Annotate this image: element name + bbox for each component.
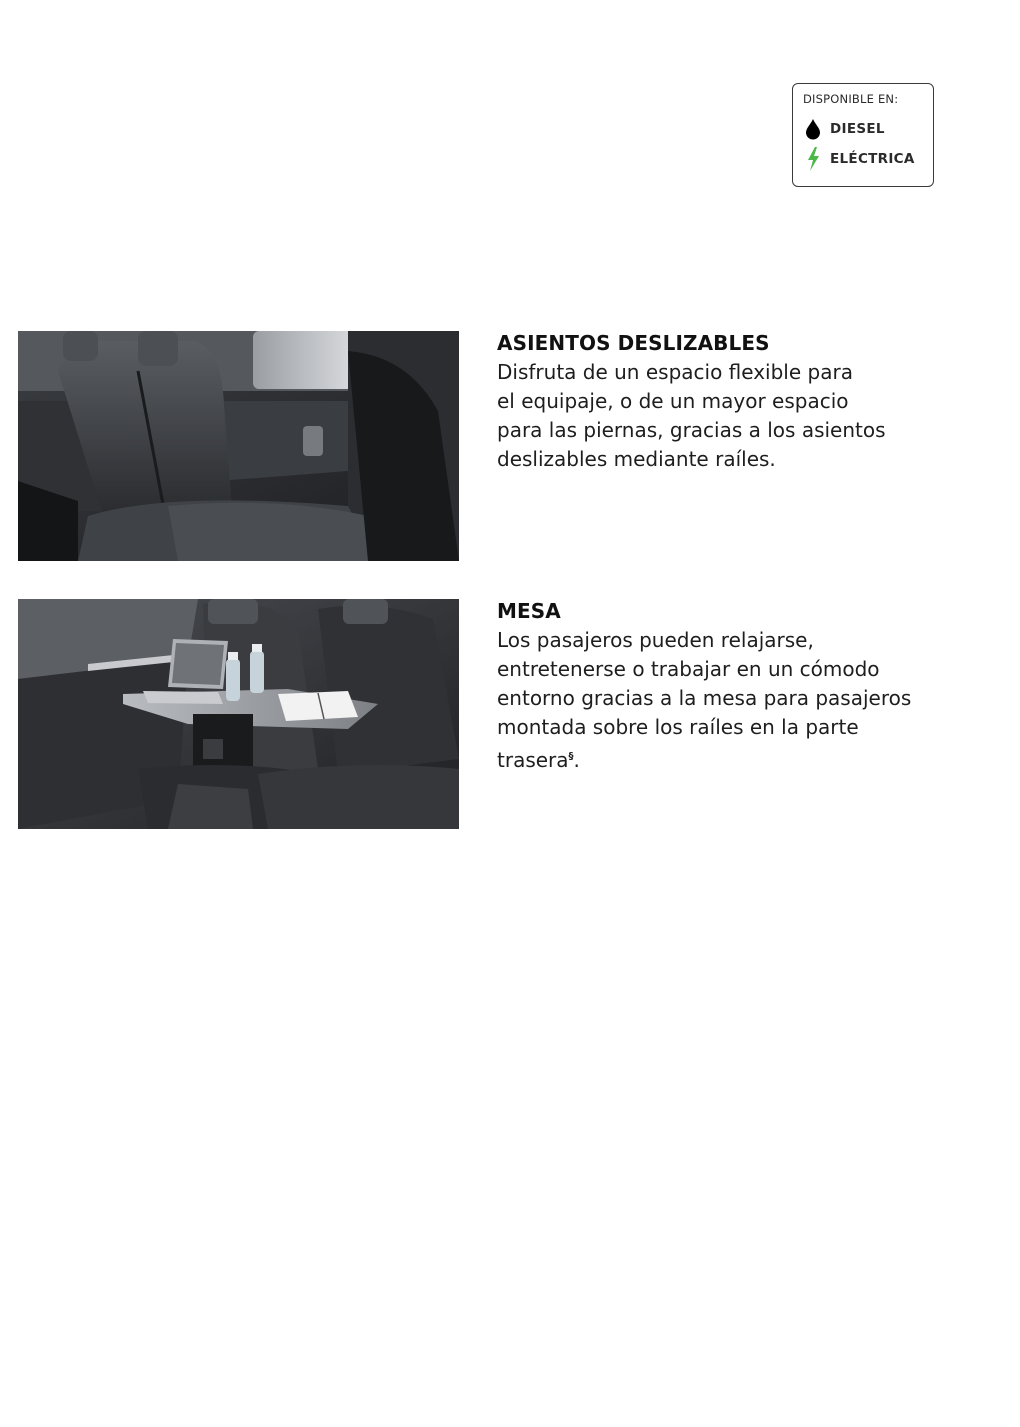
fuel-drop-icon — [803, 117, 823, 141]
availability-label-electric: ELÉCTRICA — [830, 151, 915, 167]
availability-option-electric — [803, 144, 923, 174]
footnote-mark: § — [568, 751, 574, 762]
feature-sliding-seats — [18, 331, 958, 561]
availability-option-diesel — [803, 114, 923, 144]
feature-body-end: . — [573, 748, 580, 772]
feature-title: ASIENTOS DESLIZABLES — [497, 331, 770, 355]
feature-body-text: Los pasajeros pueden relajarse, entretenerse o trabajar en un cómodo entorno gracias a la mesa para pasajeros montada sobre los raíles en la parte trasera — [497, 628, 912, 772]
feature-table-text — [497, 599, 957, 775]
availability-box — [792, 83, 934, 187]
sliding-seats-photo — [18, 331, 459, 561]
availability-title: DISPONIBLE EN: — [803, 92, 899, 106]
feature-body — [497, 626, 957, 775]
lightning-bolt-icon — [803, 147, 823, 171]
feature-body: Disfruta de un espacio flexible para el equipaje, o de un mayor espacio para las piernas, gracias a los asientos deslizables mediante raíles. — [497, 360, 886, 471]
table-photo — [18, 599, 459, 829]
feature-title: MESA — [497, 599, 561, 623]
feature-sliding-seats-text — [497, 331, 957, 474]
feature-table — [18, 599, 958, 829]
availability-label-diesel: DIESEL — [830, 121, 885, 137]
